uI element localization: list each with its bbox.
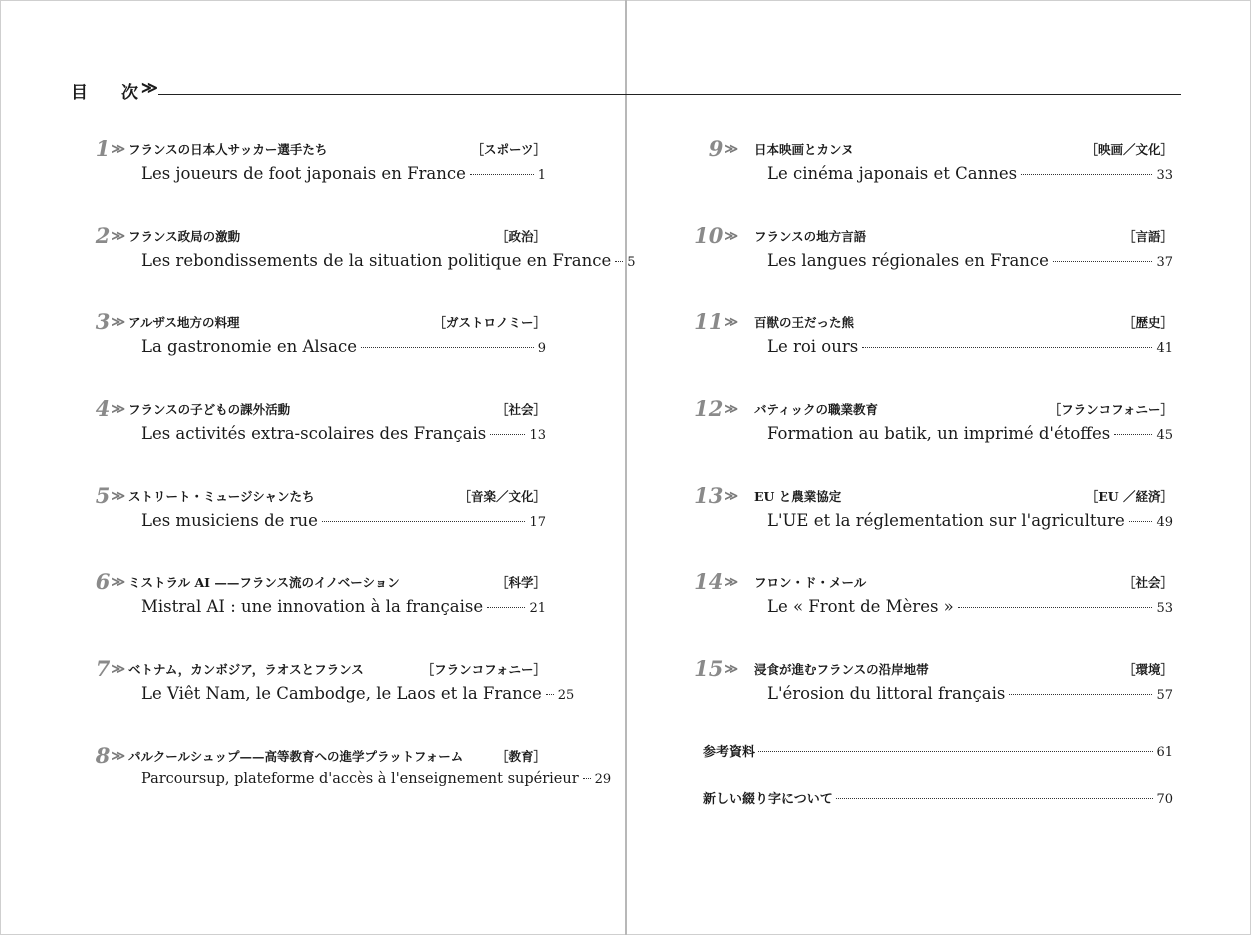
entry-jp-title: EU と農業協定 xyxy=(754,489,842,504)
new-spelling-page: 70 xyxy=(1156,792,1173,807)
entry-fr-title: Le cinéma japonais et Cannes xyxy=(767,164,1018,183)
chevron-icon: ≫ xyxy=(111,575,125,590)
entry-fr-line xyxy=(141,771,612,787)
entry-category: ［映画／文化］ xyxy=(1085,142,1173,157)
entry-number: 3≫ xyxy=(95,309,125,334)
toc-entry-2[interactable] xyxy=(90,223,636,287)
dot-leader xyxy=(470,174,534,175)
chevron-icon: ≫ xyxy=(724,489,738,504)
entry-category: ［教育］ xyxy=(495,749,546,764)
dot-leader xyxy=(490,434,525,435)
dot-leader xyxy=(1114,434,1152,435)
entry-fr-title: L'UE et la réglementation sur l'agriculture xyxy=(767,511,1125,530)
toc-entry-3[interactable] xyxy=(90,309,546,373)
entry-fr-title: Les rebondissements de la situation politique en France xyxy=(141,251,612,270)
dot-leader xyxy=(958,607,1153,608)
entry-page: 1 xyxy=(537,168,546,183)
entry-number: 9≫ xyxy=(708,136,738,161)
toc-entry-8[interactable] xyxy=(90,743,612,807)
entry-category: ［科学］ xyxy=(495,575,546,590)
entry-page: 5 xyxy=(627,255,636,270)
entry-fr-title: Formation au batik, un imprimé d'étoffes xyxy=(767,424,1111,443)
dot-leader xyxy=(546,694,554,695)
entry-jp-title: フランスの地方言語 xyxy=(754,229,867,244)
entry-page: 57 xyxy=(1156,688,1173,703)
entry-jp-title: パルクールシュップ——高等教育への進学プラットフォーム xyxy=(128,749,464,764)
entry-category: ［音楽／文化］ xyxy=(458,489,546,504)
entry-fr-line xyxy=(141,337,546,356)
dot-leader xyxy=(1053,261,1153,262)
entry-fr-title: Mistral AI : une innovation à la française xyxy=(141,597,484,616)
toc-entry-5[interactable] xyxy=(90,483,546,547)
dot-leader xyxy=(862,347,1152,348)
toc-references[interactable] xyxy=(703,741,1173,760)
entry-jp-title: 浸食が進むフランスの沿岸地帯 xyxy=(754,662,929,677)
toc-heading-char-1: 目 xyxy=(71,83,88,103)
entry-fr-title: Le roi ours xyxy=(767,337,859,356)
entry-fr-line xyxy=(767,251,1173,270)
chevron-icon: ≫ xyxy=(111,749,125,764)
toc-entry-15[interactable] xyxy=(694,656,1173,720)
toc-entry-6[interactable] xyxy=(90,569,546,633)
entry-page: 29 xyxy=(594,772,612,787)
entry-page: 45 xyxy=(1156,428,1173,443)
toc-entry-7[interactable] xyxy=(90,656,575,720)
dot-leader xyxy=(322,521,526,522)
toc-new-spelling[interactable] xyxy=(703,788,1173,807)
entry-fr-line xyxy=(141,684,575,703)
entry-number: 10≫ xyxy=(694,223,738,248)
page-gutter xyxy=(625,0,627,935)
chevron-icon: ≫ xyxy=(724,315,738,330)
entry-number: 6≫ xyxy=(95,569,125,594)
entry-number: 12≫ xyxy=(694,396,738,421)
entry-fr-line xyxy=(141,511,546,530)
entry-jp-title: フランスの子どもの課外活動 xyxy=(128,402,291,417)
entry-jp-title: バティックの職業教育 xyxy=(754,402,879,417)
entry-jp-title: フロン・ド・メール xyxy=(754,575,867,590)
dot-leader xyxy=(615,261,623,262)
new-spelling-label: 新しい綴り字について xyxy=(703,792,833,807)
entry-fr-line xyxy=(141,251,636,270)
entry-fr-title: Les joueurs de foot japonais en France xyxy=(141,164,466,183)
heading-chevron-icon: ≫ xyxy=(141,78,158,97)
entry-category: ［社会］ xyxy=(495,402,546,417)
dot-leader xyxy=(583,778,591,779)
entry-fr-line xyxy=(141,597,546,616)
entry-jp-title: ミストラル AI ——フランス流のイノベーション xyxy=(128,575,400,590)
heading-rule xyxy=(158,94,1181,95)
entry-number: 13≫ xyxy=(694,483,738,508)
entry-number: 15≫ xyxy=(694,656,738,681)
entry-number: 8≫ xyxy=(95,743,125,768)
entry-category: ［歴史］ xyxy=(1122,315,1173,330)
entry-number: 4≫ xyxy=(95,396,125,421)
entry-jp-title: 百獣の王だった熊 xyxy=(754,315,855,330)
toc-entry-4[interactable] xyxy=(90,396,546,460)
entry-category: ［フランコフォニー］ xyxy=(421,662,546,677)
dot-leader xyxy=(1021,174,1152,175)
entry-page: 41 xyxy=(1156,341,1173,356)
toc-entry-11[interactable] xyxy=(694,309,1173,373)
entry-category: ［EU ／経済］ xyxy=(1085,489,1173,504)
entry-category: ［スポーツ］ xyxy=(471,142,546,157)
entry-jp-title: ベトナム，カンボジア，ラオスとフランス xyxy=(128,662,364,677)
entry-number: 1≫ xyxy=(95,136,125,161)
entry-fr-line xyxy=(767,337,1173,356)
chevron-icon: ≫ xyxy=(111,489,125,504)
entry-number: 14≫ xyxy=(694,569,738,594)
entry-category: ［言語］ xyxy=(1122,229,1173,244)
entry-number: 7≫ xyxy=(95,656,125,681)
entry-fr-line xyxy=(767,424,1173,443)
entry-fr-title: Le « Front de Mères » xyxy=(767,597,954,616)
dot-leader xyxy=(836,798,1154,799)
entry-page: 13 xyxy=(529,428,546,443)
entry-number: 2≫ xyxy=(95,223,125,248)
entry-category: ［政治］ xyxy=(495,229,546,244)
chevron-icon: ≫ xyxy=(724,142,738,157)
toc-entry-9[interactable] xyxy=(703,136,1173,200)
chevron-icon: ≫ xyxy=(111,402,125,417)
entry-page: 49 xyxy=(1156,515,1173,530)
entry-fr-line xyxy=(767,511,1173,530)
entry-jp-title: アルザス地方の料理 xyxy=(128,315,240,330)
references-label: 参考資料 xyxy=(703,745,756,760)
toc-entry-14[interactable] xyxy=(694,569,1173,633)
entry-number: 5≫ xyxy=(95,483,125,508)
entry-fr-line xyxy=(141,424,546,443)
toc-entry-10[interactable] xyxy=(694,223,1173,287)
entry-page: 53 xyxy=(1156,601,1173,616)
entry-fr-title: Les musiciens de rue xyxy=(141,511,318,530)
entry-fr-title: Les activités extra-scolaires des Français xyxy=(141,424,487,443)
entry-page: 21 xyxy=(529,601,546,616)
chevron-icon: ≫ xyxy=(724,229,738,244)
dot-leader xyxy=(487,607,525,608)
references-page: 61 xyxy=(1156,745,1173,760)
chevron-icon: ≫ xyxy=(111,662,125,677)
entry-fr-line xyxy=(141,164,546,183)
chevron-icon: ≫ xyxy=(111,315,125,330)
entry-jp-title: 日本映画とカンヌ xyxy=(754,142,854,157)
dot-leader xyxy=(758,751,1153,752)
entry-page: 37 xyxy=(1156,255,1173,270)
entry-page: 9 xyxy=(537,341,546,356)
entry-fr-title: La gastronomie en Alsace xyxy=(141,337,357,356)
entry-fr-line xyxy=(767,684,1173,703)
entry-fr-title: L'érosion du littoral français xyxy=(767,684,1006,703)
chevron-icon: ≫ xyxy=(111,229,125,244)
entry-category: ［ガストロノミー］ xyxy=(433,315,546,330)
entry-fr-title: Le Viêt Nam, le Cambodge, le Laos et la France xyxy=(141,684,542,703)
entry-jp-title: ストリート・ミュージシャンたち xyxy=(128,489,315,504)
chevron-icon: ≫ xyxy=(724,662,738,677)
entry-page: 25 xyxy=(557,688,575,703)
entry-page: 17 xyxy=(529,515,546,530)
entry-category: ［環境］ xyxy=(1122,662,1173,677)
entry-fr-line xyxy=(767,164,1173,183)
entry-fr-title: Parcoursup, plateforme d'accès à l'enseignement supérieur xyxy=(141,771,579,787)
entry-fr-line xyxy=(767,597,1173,616)
toc-entry-13[interactable] xyxy=(694,483,1173,547)
entry-fr-title: Les langues régionales en France xyxy=(767,251,1049,270)
dot-leader xyxy=(361,347,534,348)
toc-heading-char-2: 次 xyxy=(121,83,138,103)
toc-entry-1[interactable] xyxy=(90,136,546,200)
entry-number: 11≫ xyxy=(694,309,738,334)
chevron-icon: ≫ xyxy=(111,142,125,157)
toc-entry-12[interactable] xyxy=(694,396,1173,460)
entry-category: ［社会］ xyxy=(1122,575,1173,590)
dot-leader xyxy=(1009,694,1152,695)
entry-jp-title: フランスの日本人サッカー選手たち xyxy=(128,142,328,157)
dot-leader xyxy=(1129,521,1153,522)
entry-category: ［フランコフォニー］ xyxy=(1048,402,1173,417)
chevron-icon: ≫ xyxy=(724,402,738,417)
entry-page: 33 xyxy=(1156,168,1173,183)
entry-jp-title: フランス政局の激動 xyxy=(128,229,241,244)
chevron-icon: ≫ xyxy=(724,575,738,590)
